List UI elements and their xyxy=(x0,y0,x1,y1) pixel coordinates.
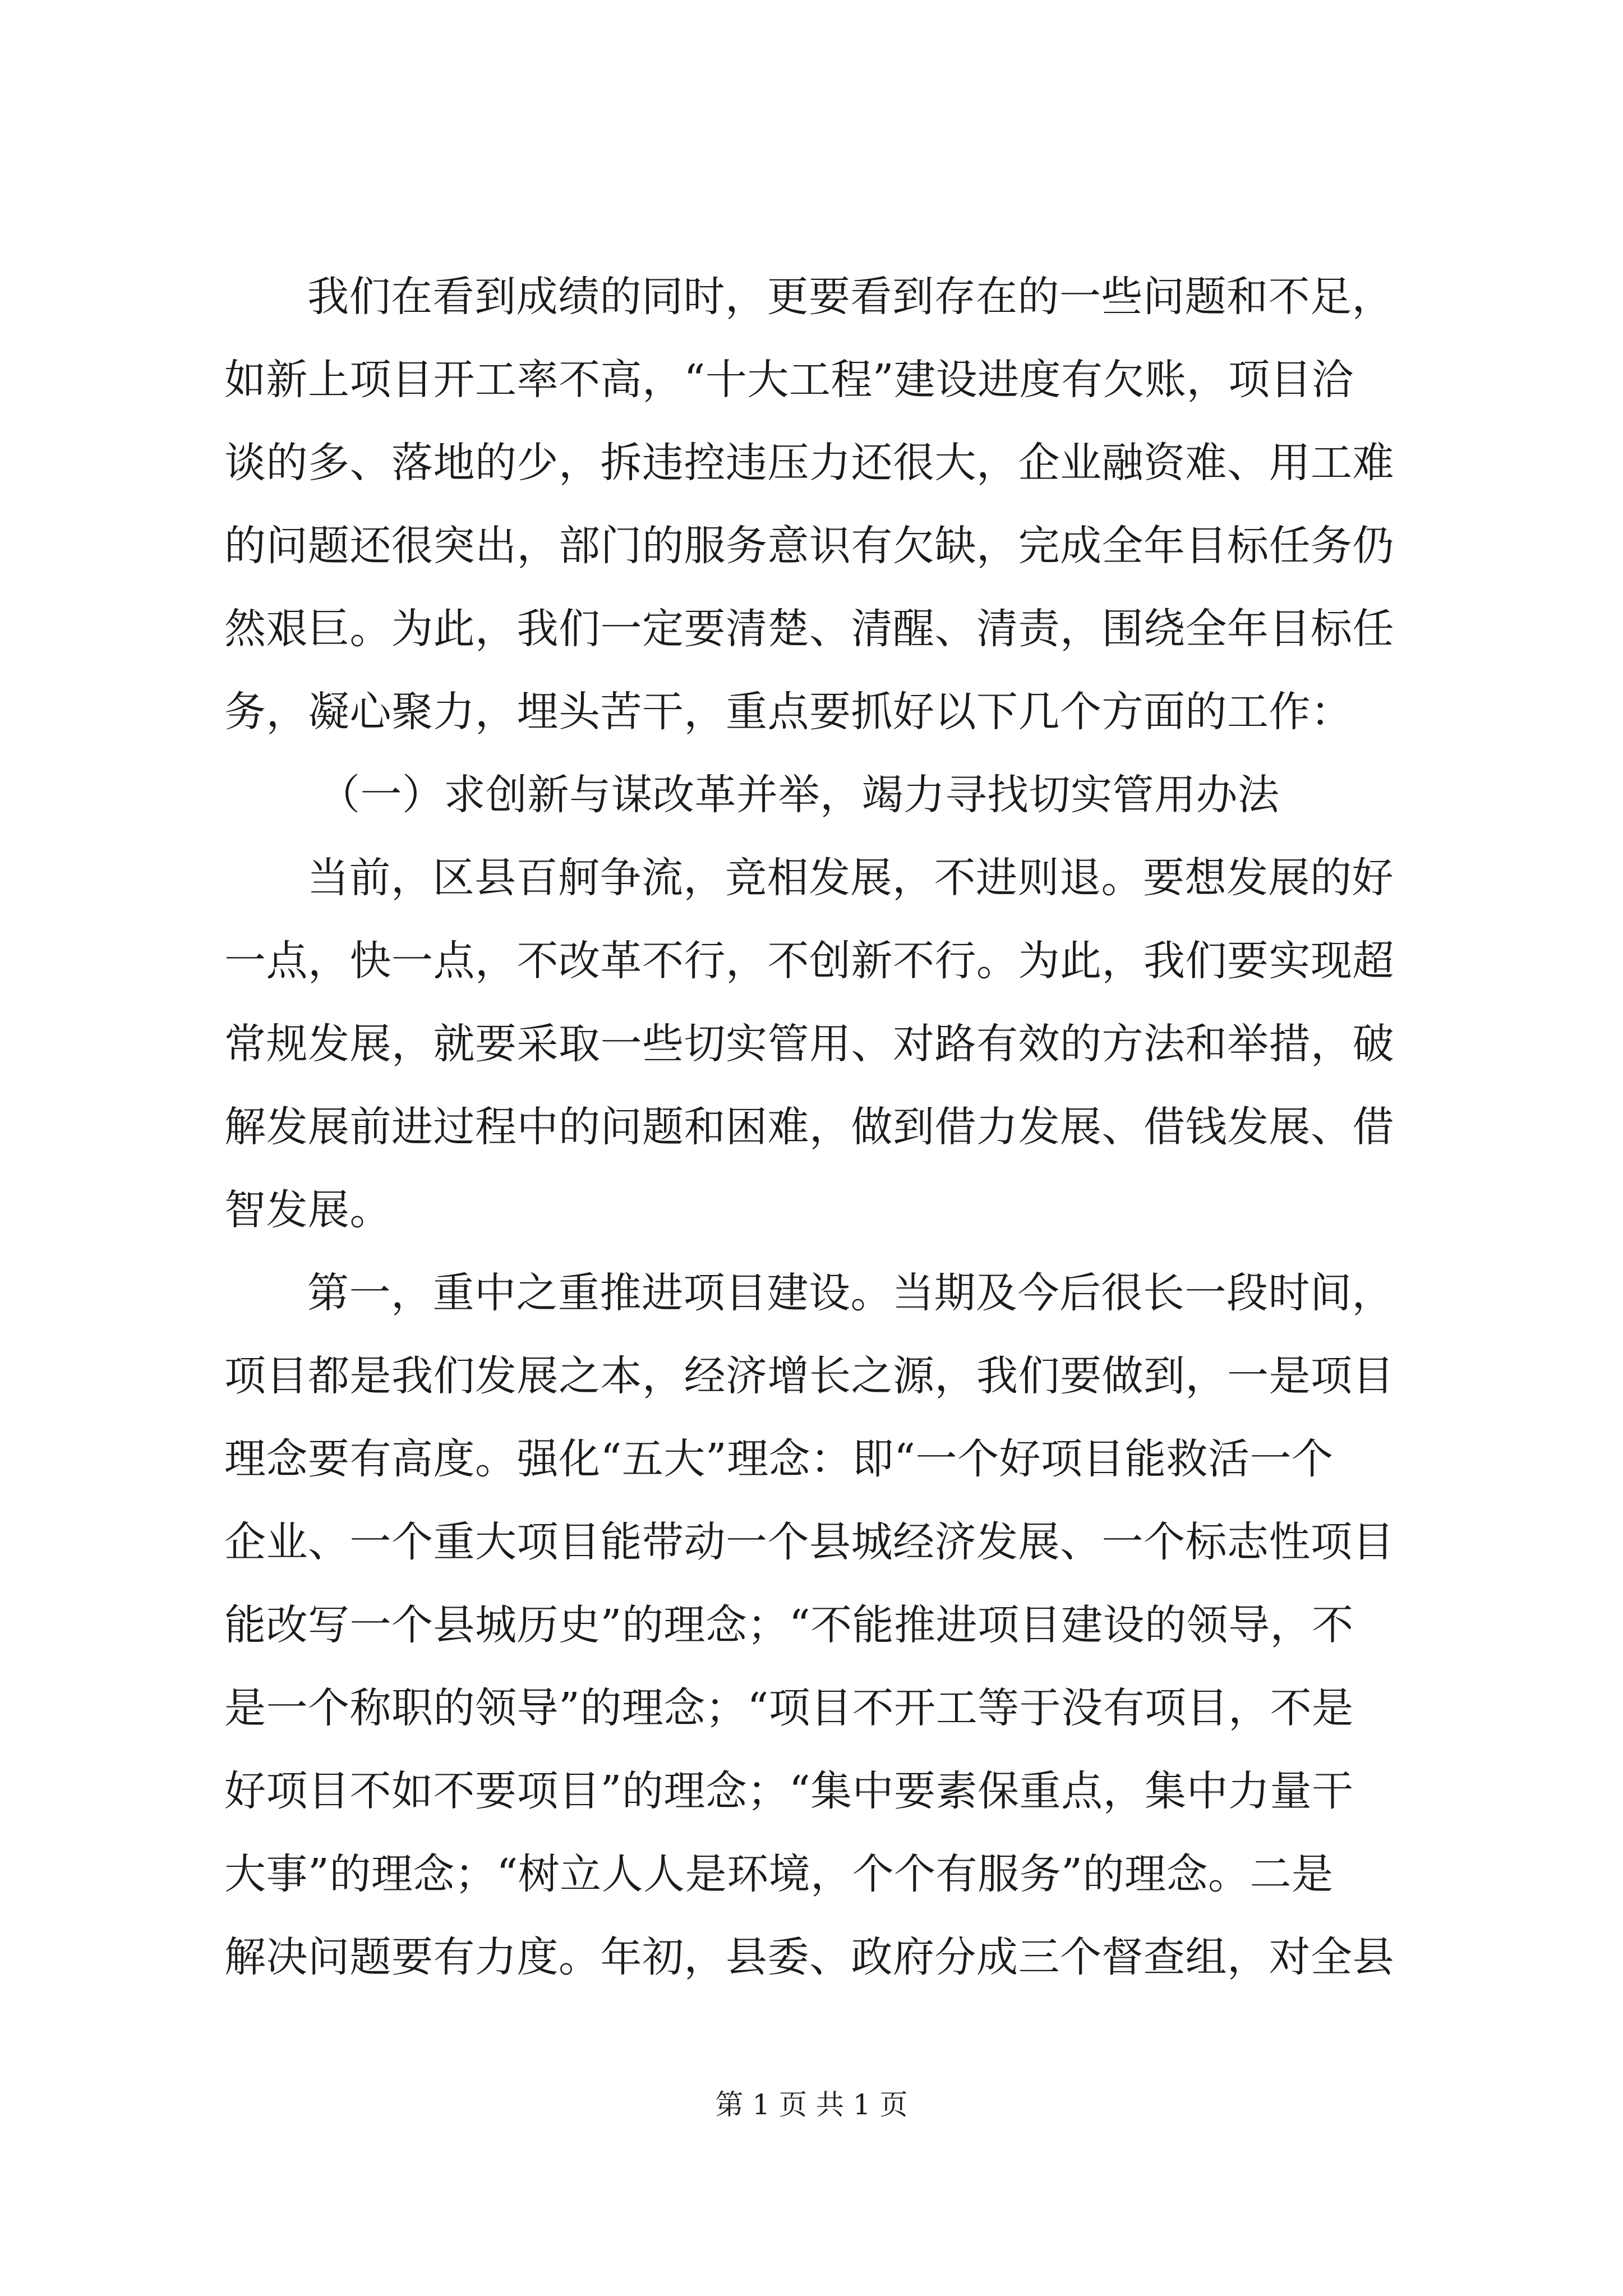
paragraph-line: 我们在看到成绩的同时，更要看到存在的一些问题和不足， xyxy=(307,273,1394,321)
paragraph-line: 智发展。 xyxy=(224,1186,391,1234)
paragraph-line: 解决问题要有力度。年初，县委、政府分成三个督查组，对全县 xyxy=(224,1933,1394,1981)
paragraph-line: 一点，快一点，不改革不行，不创新不行。为此，我们要实现超 xyxy=(224,937,1394,985)
paragraph-line: 当前，区县百舸争流，竞相发展，不进则退。要想发展的好 xyxy=(307,854,1394,902)
paragraph-line: 能改写一个县城历史”的理念；“不能推进项目建设的领导，不 xyxy=(224,1601,1354,1649)
paragraph-line: 好项目不如不要项目”的理念；“集中要素保重点，集中力量干 xyxy=(224,1767,1354,1815)
paragraph-line: 谈的多、落地的少，拆违控违压力还很大，企业融资难、用工难 xyxy=(224,439,1394,487)
page-footer: 第 1 页 共 1 页 xyxy=(715,2088,908,2121)
paragraph-line: 常规发展，就要采取一些切实管用、对路有效的方法和举措，破 xyxy=(224,1020,1394,1068)
paragraph-line: 解发展前进过程中的问题和困难，做到借力发展、借钱发展、借 xyxy=(224,1103,1394,1151)
paragraph-line: 然艰巨。为此，我们一定要清楚、清醒、清责，围绕全年目标任 xyxy=(224,605,1394,653)
paragraph-line: 大事”的理念；“树立人人是环境，个个有服务”的理念。二是 xyxy=(224,1850,1334,1898)
paragraph-line: 如新上项目开工率不高，“十大工程”建设进度有欠账，项目洽 xyxy=(224,356,1354,404)
paragraph-line: 企业、一个重大项目能带动一个县城经济发展、一个标志性项目 xyxy=(224,1518,1394,1566)
paragraph-line: 项目都是我们发展之本，经济增长之源，我们要做到，一是项目 xyxy=(224,1352,1394,1400)
paragraph-line: 的问题还很突出，部门的服务意识有欠缺，完成全年目标任务仍 xyxy=(224,522,1394,570)
section-heading: （一）求创新与谋改革并举，竭力寻找切实管用办法 xyxy=(319,771,1280,819)
paragraph-line: 理念要有高度。强化“五大”理念：即“一个好项目能救活一个 xyxy=(224,1435,1334,1483)
paragraph-line: 是一个称职的领导”的理念；“项目不开工等于没有项目，不是 xyxy=(224,1684,1354,1732)
paragraph-line: 务，凝心聚力，埋头苦干，重点要抓好以下几个方面的工作： xyxy=(224,688,1353,736)
body-text xyxy=(224,255,1419,1999)
paragraph-line: 第一，重中之重推进项目建设。当期及今后很长一段时间， xyxy=(307,1269,1394,1317)
